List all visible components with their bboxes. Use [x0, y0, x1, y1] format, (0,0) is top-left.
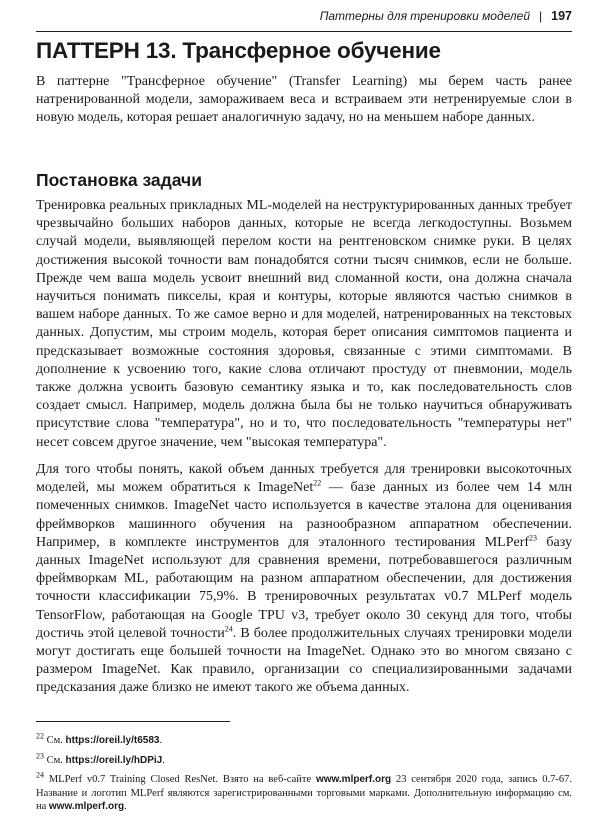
paragraph-2-text: — базе данных из более чем 14 млн помеченных снимков. ImageNet часто используется в качестве эталона для оценивания фреймворков машинного обучения на разнообразном аппаратном обеспечении. Например, в комплекте инструментов для эталонного тестирования MLPerf: [36, 480, 573, 550]
book-page: [36, 0, 572, 828]
footnote-divider: [36, 721, 230, 722]
footnote-link[interactable]: www.mlperf.org: [48, 801, 125, 812]
footnote-number: 22: [36, 731, 44, 741]
paragraph-2-text: . В более продолжительных случаях тренировки модели могут достигать еще большей точности на ImageNet. Однако это во многом связано с размером ImageNet. Как правило, организации со специализированными задачами предсказания даже близко не имеют такого же объема данных.: [36, 625, 572, 696]
footnote-link[interactable]: https://oreil.ly/t6583: [65, 735, 160, 746]
footnotes: [36, 731, 573, 820]
footnote-text: См.: [46, 735, 66, 746]
page-number: 197: [551, 9, 572, 23]
footnote-text: .: [159, 735, 163, 746]
footnote-number: 23: [36, 751, 44, 760]
body-paragraph-2: [36, 461, 572, 698]
footnote-number: 24: [36, 770, 44, 780]
running-header: [36, 9, 572, 32]
footnote-text: См.: [46, 754, 66, 766]
footnote-text: MLPerf v0.7 Training Closed ResNet. Взято на веб-сайте: [48, 774, 316, 785]
header-separator: |: [539, 9, 543, 23]
footnote-ref-23[interactable]: 23: [529, 533, 538, 543]
running-title: Паттерны для тренировки моделей: [319, 9, 531, 23]
paragraph-2-text: базу данных ImageNet используют для сравнения времени, потребовавшегося различным фреймворкам ML, работающим на разном аппаратном обеспечении, для достижения точности классификации 75,9%. В тренировочных результатах v0.7 MLPerf модель TensorFlow, работающая на Google TPU v3, требует около 30 секунд для того, чтобы достичь этой целевой точности: [36, 534, 572, 641]
intro-paragraph: В паттерне "Трансферное обучение" (Transfer Learning) мы берем часть ранее натренированной модели, замораживаем веса и встраиваем эти нетренируемые слои в новую модель, которая решает аналогичную задачу, но на меньшем наборе данных.: [36, 74, 572, 126]
footnote-ref-24[interactable]: 24: [224, 624, 233, 634]
footnote-text: .: [124, 801, 127, 812]
footnote-24: [36, 770, 573, 814]
section-heading: Постановка задачи: [36, 170, 202, 190]
footnote-link[interactable]: https://oreil.ly/hDPiJ: [65, 754, 163, 766]
body-paragraph-1: Тренировка реальных прикладных ML-моделей на неструктурированных данных требует чрезвычайно больших наборов данных, которые не всегда легкодоступны. Возьмем случай модели, выявляющей перелом кости на рентгеновском снимке руки. В целях достижения высокой точности вам понадобятся сотни тысяч снимков, если не больше. Прежде чем ваша модель усвоит внешний вид сломанной кости, она должна сначала научиться понимать пикселы, края и контуры, которые являются частью снимков в вашем наборе данных. То же самое верно и для моделей, натренированных на текстовых данных. Допустим, мы строим модель, которая берет описания симптомов пациента и предсказывает возможные состояния здоровья, связанные с этими симптомами. В дополнение к усвоению того, какие слова отличают простуду от пневмонии, модель также должна усвоить базовую семантику языка и то, как последовательность слов создает смысл. Например, модель должна была бы не только научиться обнаруживать присутствие слова "температура", но и то, что последовательность "температуры нет" несет совсем другое значение, чем "высокая температура".: [36, 198, 572, 450]
footnote-22: [36, 731, 572, 748]
paragraph-2-text: Для того чтобы понять, какой объем данных требуется для тренировки высокоточных моделей, мы можем обратиться к ImageNet: [36, 462, 572, 496]
footnote-23: [36, 751, 572, 768]
footnote-text: 23 сентября 2020 года, запись 0.7-67. Название и логотип MLPerf являются зарегистрированными торговыми марками. Дополнительную информацию см. на: [36, 774, 573, 812]
footnote-text: .: [162, 754, 165, 766]
pattern-title: ПАТТЕРН 13. Трансферное обучение: [36, 38, 441, 63]
footnote-link[interactable]: www.mlperf.org: [315, 774, 392, 785]
footnote-ref-22[interactable]: 22: [313, 478, 322, 488]
